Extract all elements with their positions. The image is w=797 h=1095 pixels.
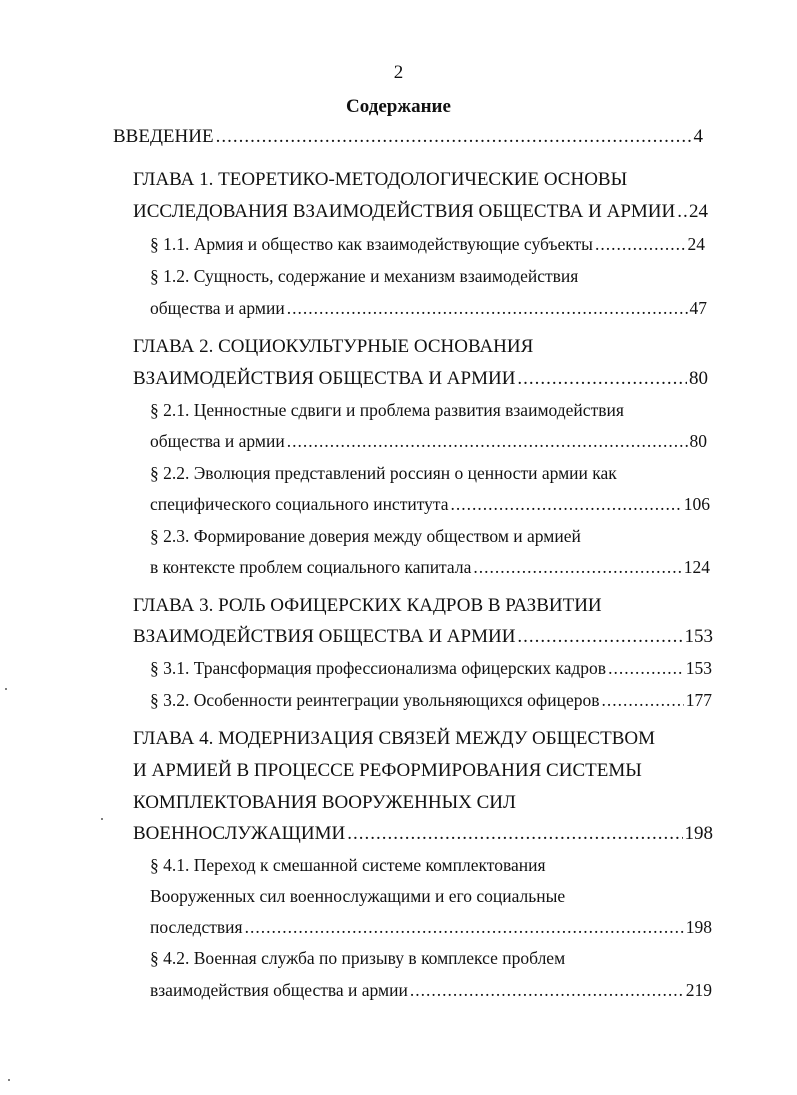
entry-page: 153: [684, 626, 713, 647]
toc-chapter-1-line2: [133, 200, 708, 224]
toc-section-4-2-line2: [150, 978, 712, 1002]
entry-label: взаимодействия общества и армии: [150, 980, 408, 1000]
entry-page: 124: [683, 557, 710, 577]
entry-page: 198: [685, 917, 712, 937]
entry-label: общества и армии: [150, 298, 285, 318]
entry-label: ВВЕДЕНИЕ: [113, 126, 214, 147]
entry-label: общества и армии: [150, 431, 285, 451]
toc-entry-introduction: [113, 125, 703, 149]
toc-chapter-2-line2: [133, 367, 708, 391]
leader-dots: [287, 296, 688, 320]
leader-dots: [347, 822, 682, 846]
toc-chapter-3-line1: ГЛАВА 3. РОЛЬ ОФИЦЕРСКИХ КАДРОВ В РАЗВИТИИ: [133, 595, 602, 616]
entry-page: 219: [685, 980, 712, 1000]
entry-page: 24: [689, 201, 708, 222]
entry-page: 198: [684, 823, 713, 844]
toc-chapter-3-line2: [133, 625, 713, 649]
leader-dots: [602, 688, 684, 712]
toc-section-2-2-line2: [150, 492, 710, 516]
entry-page: 153: [685, 658, 712, 678]
scan-speck: [5, 688, 7, 690]
toc-section-2-2-line1: § 2.2. Эволюция представлений россиян о ценности армии как: [150, 463, 617, 483]
leader-dots: [410, 978, 684, 1002]
entry-label: § 1.1. Армия и общество как взаимодействующие субъекты: [150, 234, 593, 254]
toc-chapter-2-line1: ГЛАВА 2. СОЦИОКУЛЬТУРНЫЕ ОСНОВАНИЯ: [133, 336, 534, 357]
entry-page: 24: [687, 234, 705, 254]
entry-page: 4: [693, 126, 703, 147]
leader-dots: [595, 232, 686, 256]
toc-section-2-1-line1: § 2.1. Ценностные сдвиги и проблема развития взаимодействия: [150, 400, 624, 420]
entry-label: ВЗАИМОДЕЙСТВИЯ ОБЩЕСТВА И АРМИИ: [133, 626, 516, 647]
toc-section-2-1-line2: [150, 429, 707, 453]
entry-label: в контексте проблем социального капитала: [150, 557, 472, 577]
leader-dots: [517, 625, 682, 649]
leader-dots: [287, 429, 688, 453]
entry-page: 80: [689, 368, 708, 389]
toc-section-4-2-line1: § 4.2. Военная служба по призыву в комплексе проблем: [150, 948, 566, 968]
toc-chapter-1-line1: ГЛАВА 1. ТЕОРЕТИКО-МЕТОДОЛОГИЧЕСКИЕ ОСНОВЫ: [133, 169, 628, 190]
toc-section-4-1-line2: Вооруженных сил военнослужащими и его социальные: [150, 886, 566, 906]
toc-section-3-2: [150, 688, 712, 712]
leader-dots: [473, 555, 681, 579]
entry-page: 80: [689, 431, 707, 451]
page-title: Содержание: [346, 96, 451, 117]
entry-label: последствия: [150, 917, 243, 937]
toc-section-4-1-line3: [150, 915, 712, 939]
toc-section-4-1-line1: § 4.1. Переход к смешанной системе комплектования: [150, 855, 546, 875]
leader-dots: [216, 125, 692, 149]
scan-speck: [8, 1079, 10, 1081]
entry-page: 177: [685, 690, 712, 710]
toc-section-1-1: [150, 232, 705, 256]
leader-dots: [451, 492, 682, 516]
toc-section-1-2-line1: § 1.2. Сущность, содержание и механизм взаимодействия: [150, 266, 579, 286]
entry-label: ИССЛЕДОВАНИЯ ВЗАИМОДЕЙСТВИЯ ОБЩЕСТВА И АРМИИ: [133, 201, 676, 222]
scan-speck: [101, 818, 103, 820]
toc-section-1-2-line2: [150, 296, 707, 320]
toc-section-3-1: [150, 656, 712, 680]
entry-label: § 3.2. Особенности реинтеграции увольняющихся офицеров: [150, 690, 600, 710]
entry-label: ВОЕННОСЛУЖАЩИМИ: [133, 823, 346, 844]
entry-label: ВЗАИМОДЕЙСТВИЯ ОБЩЕСТВА И АРМИИ: [133, 368, 516, 389]
toc-section-2-3-line1: § 2.3. Формирование доверия между обществом и армией: [150, 526, 581, 546]
toc-chapter-4-line4: [133, 822, 713, 846]
toc-chapter-4-line1: ГЛАВА 4. МОДЕРНИЗАЦИЯ СВЯЗЕЙ МЕЖДУ ОБЩЕСТВОМ: [133, 728, 656, 749]
toc-section-2-3-line2: [150, 555, 710, 579]
toc-chapter-4-line2: И АРМИЕЙ В ПРОЦЕССЕ РЕФОРМИРОВАНИЯ СИСТЕМЫ: [133, 760, 642, 781]
page-number: 2: [393, 62, 404, 83]
toc-chapter-4-line3: КОМПЛЕКТОВАНИЯ ВООРУЖЕННЫХ СИЛ: [133, 792, 516, 813]
leader-dots: [677, 200, 687, 224]
entry-page: 106: [683, 494, 710, 514]
leader-dots: [608, 656, 684, 680]
entry-label: § 3.1. Трансформация профессионализма офицерских кадров: [150, 658, 607, 678]
leader-dots: [517, 367, 687, 391]
entry-page: 47: [689, 298, 707, 318]
leader-dots: [245, 915, 684, 939]
entry-label: специфического социального института: [150, 494, 449, 514]
